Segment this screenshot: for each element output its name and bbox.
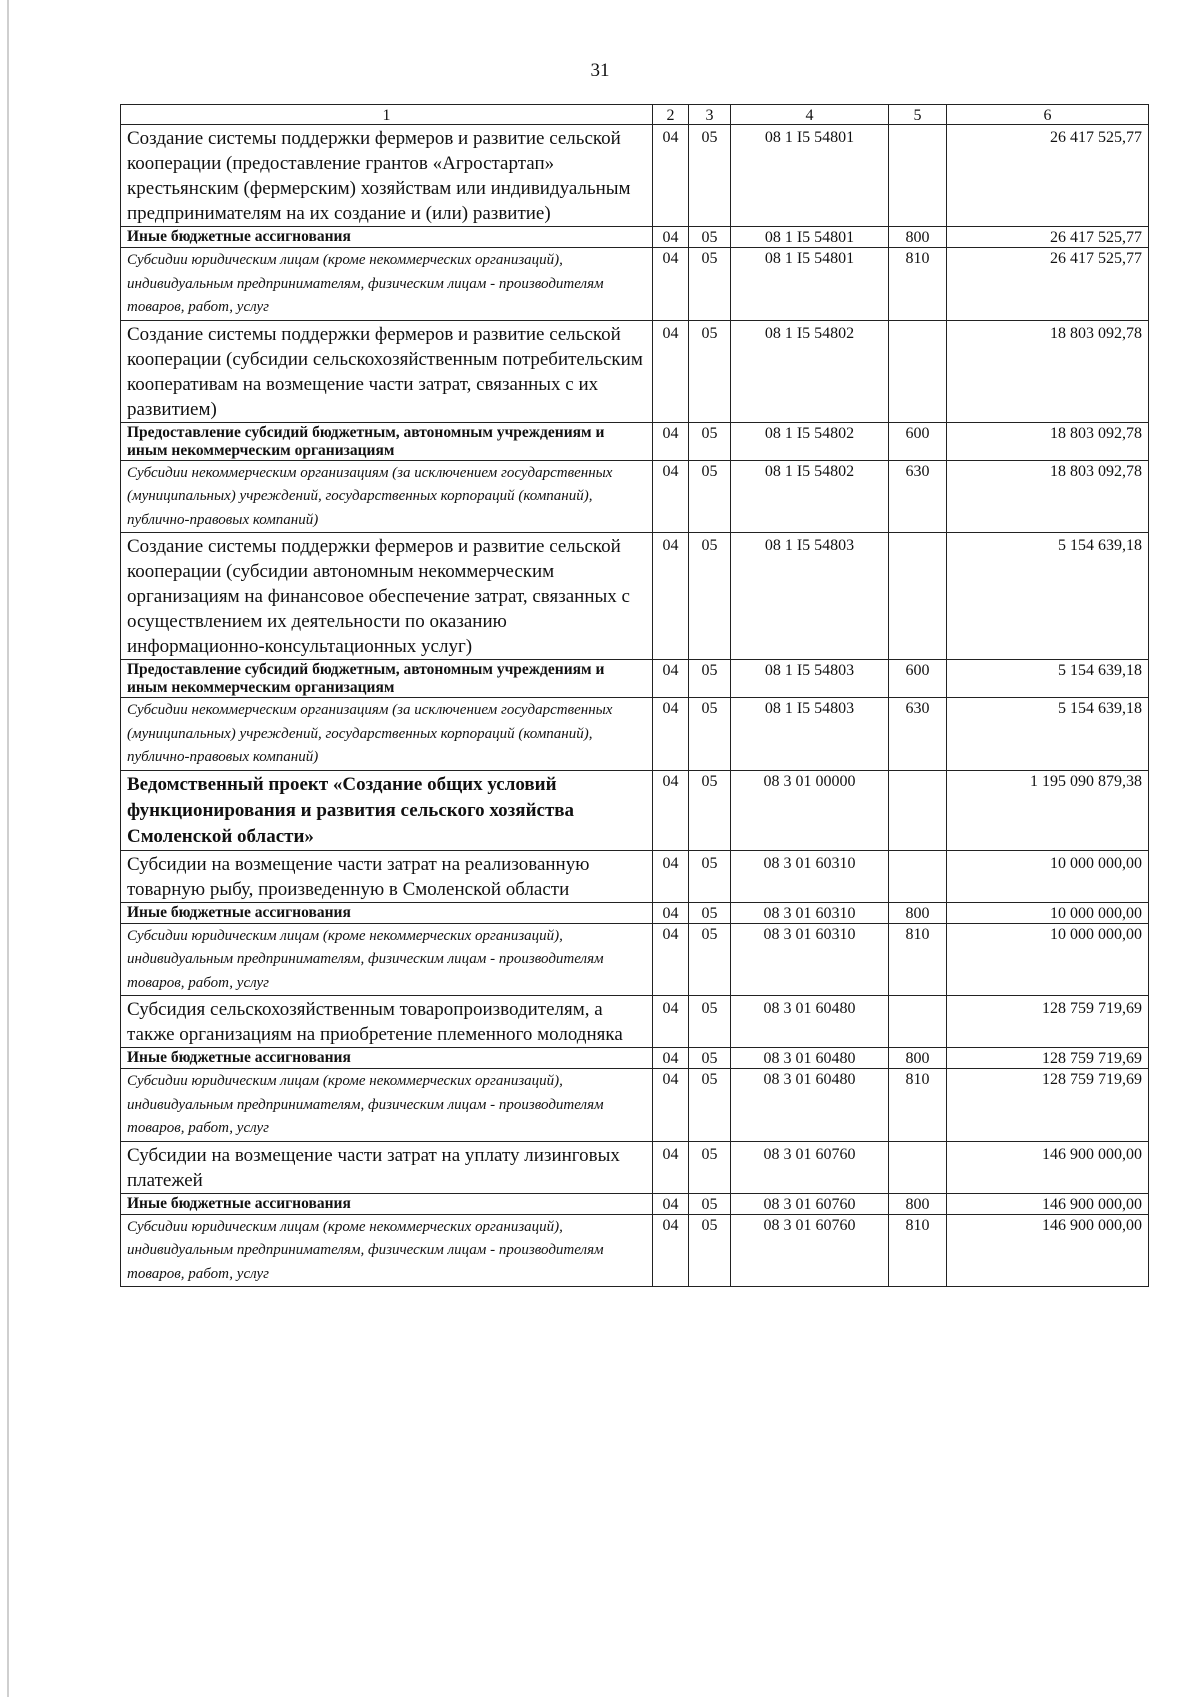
section-code: 04 [653, 125, 689, 227]
section-code: 04 [653, 698, 689, 771]
table-row [121, 460, 1149, 533]
target-article-code: 08 3 01 60760 [731, 1214, 889, 1287]
table-row [121, 850, 1149, 902]
amount: 146 900 000,00 [947, 1141, 1149, 1193]
expense-type-code: 630 [889, 460, 947, 533]
section-code: 04 [653, 460, 689, 533]
subsection-code: 05 [689, 770, 731, 850]
target-article-code: 08 1 I5 54803 [731, 660, 889, 698]
section-code: 04 [653, 1141, 689, 1193]
expense-type-code [889, 996, 947, 1048]
amount: 5 154 639,18 [947, 533, 1149, 660]
header-cell: 2 [653, 105, 689, 125]
row-description: Иные бюджетные ассигнования [121, 1193, 653, 1214]
table-row [121, 248, 1149, 321]
target-article-code: 08 3 01 60480 [731, 1048, 889, 1069]
subsection-code: 05 [689, 902, 731, 923]
amount: 5 154 639,18 [947, 660, 1149, 698]
target-article-code: 08 3 01 60310 [731, 850, 889, 902]
amount: 5 154 639,18 [947, 698, 1149, 771]
section-code: 04 [653, 1069, 689, 1142]
expense-type-code [889, 125, 947, 227]
table-header-row [121, 105, 1149, 125]
subsection-code: 05 [689, 227, 731, 248]
amount: 10 000 000,00 [947, 850, 1149, 902]
row-description: Предоставление субсидий бюджетным, автономным учреждениям и иным некоммерческим организациям [121, 660, 653, 698]
subsection-code: 05 [689, 1193, 731, 1214]
table-row [121, 320, 1149, 422]
subsection-code: 05 [689, 125, 731, 227]
table-row [121, 923, 1149, 996]
expense-type-code: 800 [889, 1048, 947, 1069]
table-row [121, 125, 1149, 227]
table-row [121, 902, 1149, 923]
row-description: Субсидии юридическим лицам (кроме некоммерческих организаций), индивидуальным предпринимателям, физическим лицам - производителям товаров, работ, услуг [121, 248, 653, 321]
section-code: 04 [653, 770, 689, 850]
expense-type-code [889, 320, 947, 422]
amount: 18 803 092,78 [947, 422, 1149, 460]
expense-type-code: 810 [889, 1069, 947, 1142]
amount: 26 417 525,77 [947, 227, 1149, 248]
subsection-code: 05 [689, 460, 731, 533]
table-row [121, 1193, 1149, 1214]
section-code: 04 [653, 422, 689, 460]
page-number: 31 [590, 60, 610, 81]
amount: 26 417 525,77 [947, 248, 1149, 321]
row-description: Субсидии юридическим лицам (кроме некоммерческих организаций), индивидуальным предпринимателям, физическим лицам - производителям товаров, работ, услуг [121, 1214, 653, 1287]
expense-type-code: 600 [889, 422, 947, 460]
amount: 18 803 092,78 [947, 320, 1149, 422]
section-code: 04 [653, 227, 689, 248]
table-row [121, 1069, 1149, 1142]
target-article-code: 08 3 01 60760 [731, 1193, 889, 1214]
subsection-code: 05 [689, 422, 731, 460]
table-row [121, 1048, 1149, 1069]
subsection-code: 05 [689, 923, 731, 996]
subsection-code: 05 [689, 996, 731, 1048]
section-code: 04 [653, 996, 689, 1048]
subsection-code: 05 [689, 248, 731, 321]
subsection-code: 05 [689, 1214, 731, 1287]
subsection-code: 05 [689, 1069, 731, 1142]
row-description: Субсидия сельскохозяйственным товаропроизводителям, а также организациям на приобретение племенного молодняка [121, 996, 653, 1048]
row-description: Иные бюджетные ассигнования [121, 227, 653, 248]
section-code: 04 [653, 923, 689, 996]
expense-type-code [889, 533, 947, 660]
target-article-code: 08 1 I5 54802 [731, 320, 889, 422]
section-code: 04 [653, 533, 689, 660]
row-description: Субсидии на возмещение части затрат на уплату лизинговых платежей [121, 1141, 653, 1193]
subsection-code: 05 [689, 660, 731, 698]
target-article-code: 08 1 I5 54803 [731, 698, 889, 771]
target-article-code: 08 3 01 60310 [731, 923, 889, 996]
expense-type-code: 600 [889, 660, 947, 698]
header-cell: 1 [121, 105, 653, 125]
target-article-code: 08 3 01 00000 [731, 770, 889, 850]
subsection-code: 05 [689, 850, 731, 902]
target-article-code: 08 1 I5 54802 [731, 422, 889, 460]
row-description: Создание системы поддержки фермеров и развитие сельской кооперации (субсидии сельскохозяйственным потребительским кооперативам на возмещение части затрат, связанных с их развитием) [121, 320, 653, 422]
table-row [121, 533, 1149, 660]
subsection-code: 05 [689, 698, 731, 771]
amount: 146 900 000,00 [947, 1214, 1149, 1287]
section-code: 04 [653, 850, 689, 902]
amount: 146 900 000,00 [947, 1193, 1149, 1214]
row-description: Субсидии некоммерческим организациям (за исключением государственных (муниципальных) учреждений, государственных корпораций (компаний), публично-правовых компаний) [121, 460, 653, 533]
target-article-code: 08 3 01 60310 [731, 902, 889, 923]
header-cell: 5 [889, 105, 947, 125]
section-code: 04 [653, 1214, 689, 1287]
header-cell: 6 [947, 105, 1149, 125]
expense-type-code: 800 [889, 1193, 947, 1214]
row-description: Иные бюджетные ассигнования [121, 902, 653, 923]
header-cell: 3 [689, 105, 731, 125]
expense-type-code [889, 850, 947, 902]
amount: 128 759 719,69 [947, 1048, 1149, 1069]
table-row [121, 422, 1149, 460]
amount: 10 000 000,00 [947, 923, 1149, 996]
row-description: Ведомственный проект «Создание общих условий функционирования и развития сельского хозяйства Смоленской области» [121, 770, 653, 850]
expense-type-code: 800 [889, 902, 947, 923]
table-row [121, 1214, 1149, 1287]
target-article-code: 08 1 I5 54801 [731, 125, 889, 227]
table-row [121, 996, 1149, 1048]
expense-type-code [889, 770, 947, 850]
target-article-code: 08 1 I5 54801 [731, 227, 889, 248]
table-row [121, 698, 1149, 771]
budget-table [120, 104, 1149, 1287]
subsection-code: 05 [689, 533, 731, 660]
table-row [121, 660, 1149, 698]
subsection-code: 05 [689, 1141, 731, 1193]
row-description: Субсидии юридическим лицам (кроме некоммерческих организаций), индивидуальным предпринимателям, физическим лицам - производителям товаров, работ, услуг [121, 923, 653, 996]
target-article-code: 08 1 I5 54803 [731, 533, 889, 660]
row-description: Создание системы поддержки фермеров и развитие сельской кооперации (субсидии автономным некоммерческим организациям на финансовое обеспечение затрат, связанных с осуществлением их деятельности по оказанию информационно-консультационных услуг) [121, 533, 653, 660]
row-description: Субсидии на возмещение части затрат на реализованную товарную рыбу, произведенную в Смоленской области [121, 850, 653, 902]
amount: 10 000 000,00 [947, 902, 1149, 923]
target-article-code: 08 1 I5 54802 [731, 460, 889, 533]
section-code: 04 [653, 248, 689, 321]
section-code: 04 [653, 1048, 689, 1069]
row-description: Иные бюджетные ассигнования [121, 1048, 653, 1069]
expense-type-code [889, 1141, 947, 1193]
expense-type-code: 810 [889, 248, 947, 321]
target-article-code: 08 1 I5 54801 [731, 248, 889, 321]
row-description: Создание системы поддержки фермеров и развитие сельской кооперации (предоставление грантов «Агростартап» крестьянским (фермерским) хозяйствам или индивидуальным предпринимателям на их создание и (или) развитие) [121, 125, 653, 227]
amount: 128 759 719,69 [947, 996, 1149, 1048]
section-code: 04 [653, 1193, 689, 1214]
amount: 26 417 525,77 [947, 125, 1149, 227]
expense-type-code: 810 [889, 923, 947, 996]
amount: 128 759 719,69 [947, 1069, 1149, 1142]
scan-edge-line [7, 0, 9, 1697]
expense-type-code: 810 [889, 1214, 947, 1287]
row-description: Субсидии некоммерческим организациям (за исключением государственных (муниципальных) учреждений, государственных корпораций (компаний), публично-правовых компаний) [121, 698, 653, 771]
table-row [121, 227, 1149, 248]
amount: 1 195 090 879,38 [947, 770, 1149, 850]
section-code: 04 [653, 902, 689, 923]
target-article-code: 08 3 01 60760 [731, 1141, 889, 1193]
target-article-code: 08 3 01 60480 [731, 1069, 889, 1142]
section-code: 04 [653, 320, 689, 422]
expense-type-code: 630 [889, 698, 947, 771]
table-row [121, 1141, 1149, 1193]
subsection-code: 05 [689, 320, 731, 422]
row-description: Предоставление субсидий бюджетным, автономным учреждениям и иным некоммерческим организациям [121, 422, 653, 460]
header-cell: 4 [731, 105, 889, 125]
table-row [121, 770, 1149, 850]
section-code: 04 [653, 660, 689, 698]
expense-type-code: 800 [889, 227, 947, 248]
target-article-code: 08 3 01 60480 [731, 996, 889, 1048]
amount: 18 803 092,78 [947, 460, 1149, 533]
subsection-code: 05 [689, 1048, 731, 1069]
row-description: Субсидии юридическим лицам (кроме некоммерческих организаций), индивидуальным предпринимателям, физическим лицам - производителям товаров, работ, услуг [121, 1069, 653, 1142]
